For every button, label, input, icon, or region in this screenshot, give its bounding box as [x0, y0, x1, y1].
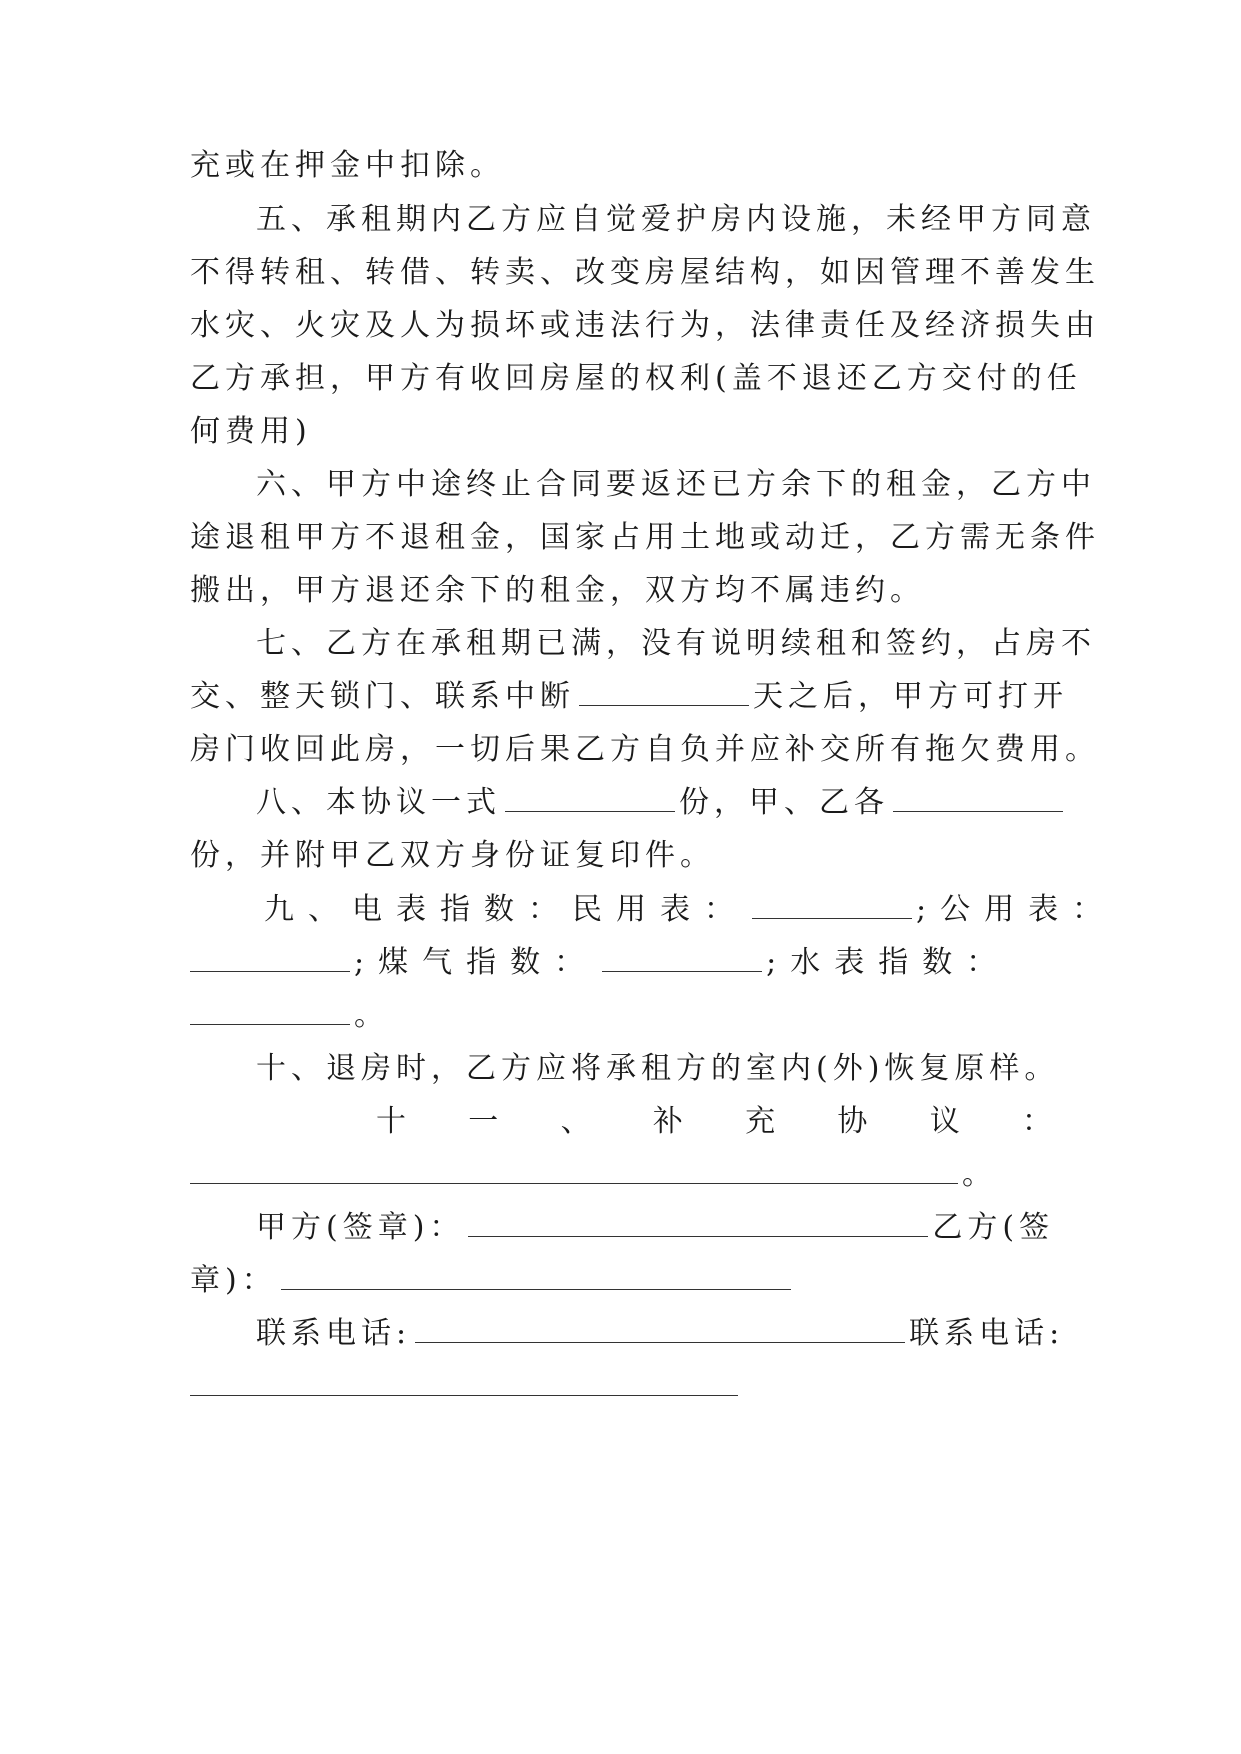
clause-9-text: ;煤气指数： — [354, 945, 599, 980]
party-b-signature-label: 章)： — [190, 1263, 277, 1298]
signature-line — [256, 1206, 1055, 1250]
each-copies-blank-field[interactable] — [893, 781, 1063, 812]
party-a-signature-label: 甲方(签章)： — [256, 1210, 465, 1245]
clause-9-line — [264, 888, 1117, 932]
clause-10-line: 十、退房时，乙方应将承租方的室内(外)恢复原样。 — [256, 1051, 1060, 1086]
clause-6-line: 搬出，甲方退还余下的租金，双方均不属违约。 — [190, 573, 925, 608]
clause-5-line: 何费用) — [190, 414, 312, 449]
water-meter-blank[interactable] — [190, 994, 350, 1025]
party-b-signature-label: 乙方(签 — [932, 1210, 1055, 1245]
clause-5-line: 水灾、火灾及人为损坏或违法行为，法律责任及经济损失由 — [190, 308, 1100, 343]
clause-5-line: 不得转租、转借、转卖、改变房屋结构，如因管理不善发生 — [190, 255, 1100, 290]
clause-5-line: 乙方承担，甲方有收回房屋的权利(盖不退还乙方交付的任 — [190, 361, 1082, 396]
clause-11-char: 一 — [468, 1104, 499, 1139]
clause-9-line — [190, 941, 1052, 985]
days-blank-field[interactable] — [579, 675, 749, 706]
gas-meter-blank[interactable] — [602, 941, 762, 972]
clause-11-char: 、 — [560, 1104, 591, 1139]
clause-8-line — [256, 781, 1052, 825]
party-a-phone-field[interactable] — [415, 1312, 905, 1343]
clause-9-text: 九、电表指数：民用表： — [264, 892, 748, 927]
clause-5-line: 五、承租期内乙方应自觉爱护房内设施，未经甲方同意 — [256, 202, 1096, 237]
clause-7-line — [190, 675, 1068, 719]
clause-11-char: 议 — [929, 1104, 960, 1139]
party-a-signature-field[interactable] — [468, 1206, 928, 1237]
clause-11-char: 协 — [837, 1104, 868, 1139]
clause-8-text: 八、本协议一式 — [256, 785, 501, 820]
clause-7-line: 七、乙方在承租期已满，没有说明续租和签约，占房不 — [256, 626, 1096, 661]
clause-8-line: 份，并附甲乙双方身份证复印件。 — [190, 838, 715, 873]
signature-line — [190, 1259, 1052, 1303]
residential-meter-blank[interactable] — [752, 888, 912, 919]
supplementary-agreement-blank[interactable] — [190, 1153, 958, 1184]
clause-11-line — [190, 1153, 1052, 1197]
clause-11-char: ： — [1021, 1104, 1052, 1139]
clause-8-text: 份，甲、乙各 — [679, 785, 889, 820]
party-b-signature-field[interactable] — [281, 1259, 791, 1290]
text-line: 充或在押金中扣除。 — [190, 148, 505, 183]
clause-6-line: 途退租甲方不退租金，国家占用土地或动迁，乙方需无条件 — [190, 520, 1100, 555]
clause-11-heading — [376, 1100, 1052, 1144]
party-b-phone-label: 联系电话: — [909, 1316, 1065, 1351]
clause-11-text: 。 — [962, 1157, 997, 1192]
clause-9-line — [190, 994, 1052, 1038]
clause-9-text: ;公用表： — [916, 892, 1117, 927]
clause-6-line: 六、甲方中途终止合同要返还已方余下的租金，乙方中 — [256, 467, 1096, 502]
phone-line — [256, 1312, 1065, 1356]
phone-line — [190, 1365, 1052, 1409]
clause-9-text: 。 — [354, 998, 389, 1033]
clause-9-text: ;水表指数： — [766, 945, 1011, 980]
party-b-phone-field[interactable] — [190, 1365, 738, 1396]
public-meter-blank[interactable] — [190, 941, 350, 972]
copies-blank-field[interactable] — [505, 781, 675, 812]
clause-7-text: 交、整天锁门、联系中断 — [190, 679, 575, 714]
clause-7-line: 房门收回此房，一切后果乙方自负并应补交所有拖欠费用。 — [190, 732, 1100, 767]
clause-11-char: 充 — [745, 1104, 776, 1139]
party-a-phone-label: 联系电话: — [256, 1316, 412, 1351]
clause-11-char: 十 — [376, 1104, 406, 1139]
clause-7-text: 天之后，甲方可打开 — [753, 679, 1068, 714]
clause-11-char: 补 — [652, 1104, 683, 1139]
